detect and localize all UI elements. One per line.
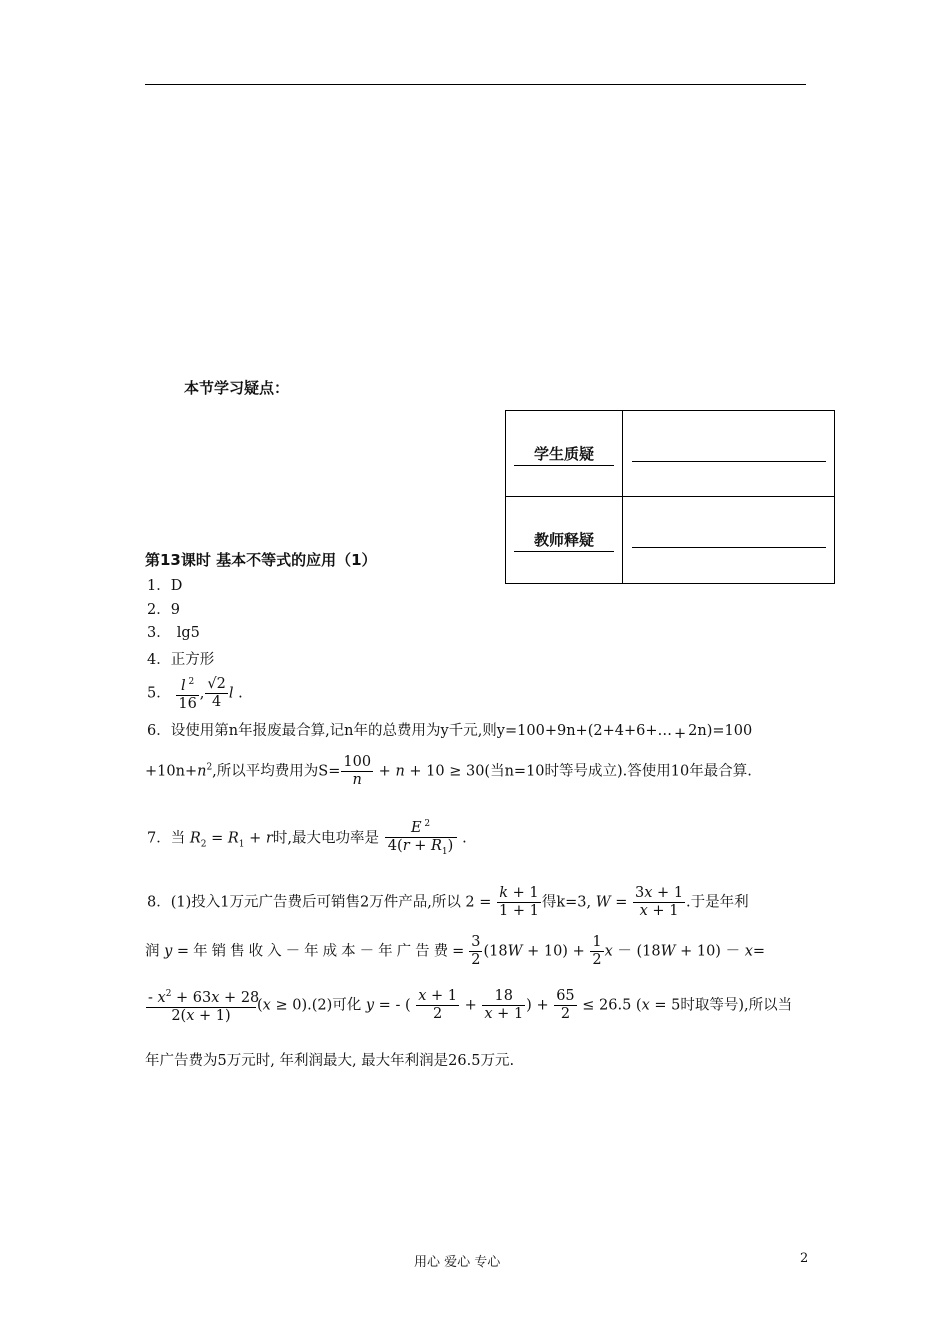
fraction-18-over-x-plus-1: $\frac{18}{x + 1}$ bbox=[484, 987, 524, 1022]
fraction-profit-function: $\frac{- x^2 + 63x + 28}{2(x + 1)}$ bbox=[146, 986, 256, 1025]
teacher-answer-label-cell bbox=[506, 497, 623, 584]
answer-3 bbox=[147, 624, 200, 642]
teacher-answer-answer-cell bbox=[623, 497, 835, 584]
fraction-65-over-2: $\frac{65}{2}$ bbox=[556, 987, 575, 1022]
fraction-sqrt2-over-4: $\frac{√2}{4}$ bbox=[207, 675, 226, 710]
answer-8-line-3-mid: ).(2)可化 bbox=[301, 997, 362, 1014]
answer-2: 2．9 bbox=[147, 602, 180, 618]
fraction-k-plus-1: $\frac{k + 1}{1 + 1}$ bbox=[499, 885, 539, 919]
teacher-answer-line bbox=[632, 547, 826, 548]
lesson-title: 第13课时 基本不等式的应用（1） bbox=[145, 551, 377, 569]
footer-slogan: 用心 爱心 专心 bbox=[414, 1255, 501, 1270]
answer-6-line-2: $+10n+n^2$,所以平均费用为S= $\frac{100}{n}$ + n + 10 ≥ 30(当n=10时等号成立).答使用10年最合算. bbox=[145, 754, 752, 788]
answer-1: 1．D bbox=[147, 578, 183, 594]
student-question-line bbox=[632, 461, 826, 462]
answer-8-line-3-suffix: 时取等号),所以当 bbox=[680, 997, 793, 1014]
answer-8-line-1-mid: 得k=3, bbox=[541, 894, 592, 911]
answer-4: 4．正方形 bbox=[147, 652, 215, 668]
teacher-answer-label: 教师释疑 bbox=[514, 529, 614, 552]
page-number: 2 bbox=[800, 1251, 809, 1266]
qa-table bbox=[505, 410, 835, 584]
fraction-1-over-2: $\frac{1}{2}$ bbox=[592, 934, 602, 968]
answer-7-mid: 时,最大电功率是 bbox=[272, 830, 379, 847]
answer-8-line-1-prefix: 8．(1)投入1万元广告费后可销售2万件产品,所以 bbox=[147, 894, 461, 911]
answer-8-line-1: 8．(1)投入1万元广告费后可销售2万件产品,所以 2 = $\frac{k + 1}{1 + 1}$ 得k=3, W = $\frac{3x + 1}{x + 1}$ .于是年利 bbox=[147, 885, 749, 919]
answer-8-line-2-prefix: 润 bbox=[145, 943, 160, 960]
answer-8-line-1-suffix: .于是年利 bbox=[686, 894, 749, 911]
answer-8-line-2: 润 y =年销售收入－年成本－年广告费= $\frac{3}{2}$ (18W + 10) + $\frac{1}{2}$ x － (18W + 10) － x= bbox=[145, 934, 766, 968]
fraction-x-plus-1-over-2: $\frac{x + 1}{2}$ bbox=[418, 987, 458, 1022]
fraction-power-formula: $\frac{E ^2}{4(r + R_1)}$ bbox=[385, 816, 457, 861]
answer-7-prefix: 7．当 bbox=[147, 830, 186, 847]
student-question-answer-cell bbox=[623, 411, 835, 497]
answer-6-line-1-text: 6．设使用第n年报废最合算,记n年的总费用为y千元,则y=100+9n+(2+4+6+… bbox=[147, 723, 672, 739]
answer-8-line-2-text: =年销售收入－年成本－年广告费= bbox=[176, 943, 469, 960]
answer-6-line-1: 6．设使用第n年报废最合算,记n年的总费用为y千元,则y=100+9n+(2+4+6+… + 2n)=100 bbox=[147, 723, 753, 742]
header-rule bbox=[145, 84, 806, 85]
answer-3-value: lg5 bbox=[176, 625, 200, 641]
fraction-100-over-n: $\frac{100}{n}$ bbox=[343, 754, 372, 788]
student-question-label-cell bbox=[506, 411, 623, 497]
answer-8-line-3: $\frac{- x^2 + 63x + 28}{2(x + 1)}$ (x ≥ 0).(2)可化 y = - ( $\frac{x + 1}{2}$ + $\frac{18}{x + 1}$ ) + $\frac{65}{2}$ ≤ 26.5 (x = 5时取等号),所以当 bbox=[148, 987, 793, 1024]
section-heading: 本节学习疑点： bbox=[184, 379, 290, 397]
fraction-w-formula: $\frac{3x + 1}{x + 1}$ bbox=[635, 885, 684, 919]
answer-8-line-4: 年广告费为5万元时, 年利润最大, 最大年利润是26.5万元. bbox=[145, 1053, 515, 1069]
answer-5-number: 5． bbox=[147, 685, 171, 702]
answer-6-mid: ,所以平均费用为S= bbox=[212, 763, 341, 780]
answer-6-prefix: +10n+ bbox=[145, 763, 198, 780]
student-question-label: 学生质疑 bbox=[514, 443, 614, 466]
answer-7: 7．当 $R_2 = R_1 + r$时,最大电功率是 $\frac{E ^2}{4(r + R_1)}$ . bbox=[147, 816, 467, 861]
answer-6-line-1-end: 2n)=100 bbox=[688, 723, 753, 739]
fraction-3-over-2: $\frac{3}{2}$ bbox=[471, 934, 481, 968]
answer-3-number: 3． bbox=[147, 625, 171, 641]
fraction-l2-over-16: $\frac{l ^2}{16}$ bbox=[176, 674, 198, 713]
answer-5: 5． $\frac{l ^2}{16}$ , $\frac{√2}{4}$ l . bbox=[147, 675, 243, 712]
answer-6-suffix: (当n=10时等号成立).答使用10年最合算. bbox=[484, 763, 752, 780]
